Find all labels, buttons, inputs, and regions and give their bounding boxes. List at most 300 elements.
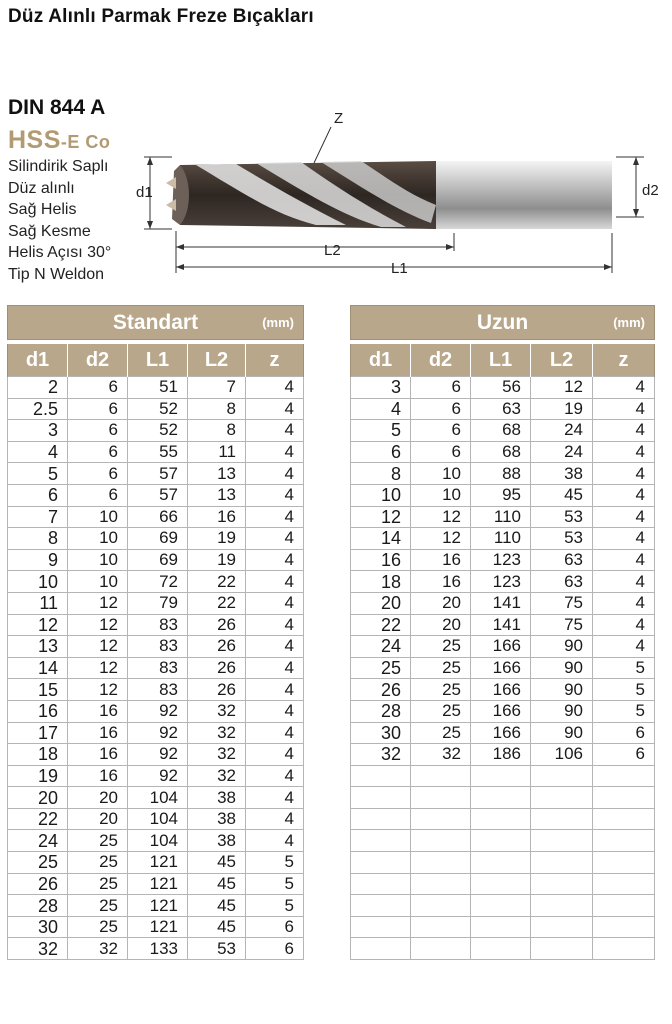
- table-cell: 38: [188, 808, 246, 830]
- table-cell: 10: [411, 463, 471, 485]
- table-cell: 4: [351, 398, 411, 420]
- table-cell: 12: [8, 614, 68, 636]
- standard-table: [7, 305, 304, 960]
- table-cell: 45: [188, 852, 246, 874]
- table-cell: [351, 808, 411, 830]
- table-cell: 69: [128, 549, 188, 571]
- table-cell: 13: [188, 463, 246, 485]
- table-cell: 110: [471, 506, 531, 528]
- table-cell: 4: [246, 787, 304, 809]
- table-row: [8, 441, 304, 463]
- table-cell: 18: [351, 571, 411, 593]
- table-cell: 2.5: [8, 398, 68, 420]
- table-cell: 4: [593, 506, 655, 528]
- table-cell: 6: [68, 377, 128, 399]
- table-row: [351, 700, 655, 722]
- table-cell: 5: [8, 463, 68, 485]
- table-cell: [411, 765, 471, 787]
- table-cell: 32: [68, 938, 128, 960]
- table-cell: 16: [411, 549, 471, 571]
- table-row: [351, 506, 655, 528]
- table-cell: 12: [68, 614, 128, 636]
- table-row: [8, 614, 304, 636]
- table-cell: 4: [246, 636, 304, 658]
- table-row: [8, 571, 304, 593]
- table-cell: 4: [246, 463, 304, 485]
- table-cell: 7: [188, 377, 246, 399]
- table-cell: [351, 895, 411, 917]
- table-cell: 66: [128, 506, 188, 528]
- table-row: [351, 830, 655, 852]
- table-cell: 19: [8, 765, 68, 787]
- table-row: [351, 528, 655, 550]
- table-cell: 4: [246, 484, 304, 506]
- table-cell: 12: [531, 377, 593, 399]
- table-cell: 24: [351, 636, 411, 658]
- long-table-header: [351, 306, 655, 340]
- table-cell: [411, 787, 471, 809]
- table-cell: [471, 765, 531, 787]
- table-cell: 51: [128, 377, 188, 399]
- table-cell: 83: [128, 636, 188, 658]
- table-row: [351, 441, 655, 463]
- table-row: [351, 722, 655, 744]
- table-cell: 92: [128, 744, 188, 766]
- table-cell: 22: [188, 571, 246, 593]
- table-cell: 19: [188, 528, 246, 550]
- page-title: Düz Alınlı Parmak Freze Bıçakları: [8, 6, 314, 27]
- table-cell: 6: [411, 441, 471, 463]
- table-cell: [531, 852, 593, 874]
- table-cell: 6: [246, 938, 304, 960]
- table-cell: 79: [128, 592, 188, 614]
- table-cell: [411, 938, 471, 960]
- table-cell: 26: [188, 679, 246, 701]
- table-cell: 20: [8, 787, 68, 809]
- table-cell: [593, 765, 655, 787]
- table-cell: 32: [411, 744, 471, 766]
- table-cell: 24: [531, 420, 593, 442]
- table-cell: 12: [68, 592, 128, 614]
- table-row: [8, 549, 304, 571]
- table-row: [351, 420, 655, 442]
- table-row: [8, 744, 304, 766]
- column-header-z: z: [246, 344, 304, 377]
- table-cell: 95: [471, 484, 531, 506]
- property-item: Sağ Kesme: [8, 222, 91, 240]
- table-cell: 83: [128, 614, 188, 636]
- table-row: [8, 528, 304, 550]
- table-cell: 4: [593, 463, 655, 485]
- table-row: [8, 830, 304, 852]
- table-cell: 25: [411, 722, 471, 744]
- table-cell: 5: [351, 420, 411, 442]
- table-cell: 38: [188, 830, 246, 852]
- table-row: [351, 938, 655, 960]
- table-cell: 16: [68, 744, 128, 766]
- table-cell: 26: [188, 636, 246, 658]
- table-cell: 10: [351, 484, 411, 506]
- table-cell: [471, 895, 531, 917]
- table-cell: 25: [68, 873, 128, 895]
- long-table: [350, 305, 655, 960]
- table-cell: 8: [188, 420, 246, 442]
- table-cell: 52: [128, 420, 188, 442]
- table-cell: 5: [593, 679, 655, 701]
- table-row: [351, 636, 655, 658]
- table-cell: 123: [471, 549, 531, 571]
- column-header-d2: d2: [411, 344, 471, 377]
- table-cell: 90: [531, 700, 593, 722]
- table-cell: [471, 852, 531, 874]
- table-cell: 12: [411, 528, 471, 550]
- table-cell: 4: [246, 549, 304, 571]
- table-cell: [531, 765, 593, 787]
- table-cell: 6: [68, 420, 128, 442]
- table-cell: 6: [68, 441, 128, 463]
- table-cell: [411, 895, 471, 917]
- table-cell: 14: [8, 657, 68, 679]
- table-row: [8, 420, 304, 442]
- table-row: [8, 852, 304, 874]
- table-row: [8, 484, 304, 506]
- table-cell: 4: [246, 592, 304, 614]
- table-cell: 4: [246, 830, 304, 852]
- table-cell: 4: [246, 398, 304, 420]
- table-cell: 22: [351, 614, 411, 636]
- table-cell: 26: [188, 657, 246, 679]
- table-cell: 26: [8, 873, 68, 895]
- table-cell: 13: [8, 636, 68, 658]
- table-cell: 22: [8, 808, 68, 830]
- table-cell: 75: [531, 592, 593, 614]
- column-header-l2: L2: [531, 344, 593, 377]
- table-row: [351, 679, 655, 701]
- table-cell: 68: [471, 441, 531, 463]
- table-cell: 4: [593, 441, 655, 463]
- table-row: [8, 636, 304, 658]
- label-d2: d2: [642, 182, 659, 199]
- table-cell: [411, 852, 471, 874]
- table-cell: 19: [188, 549, 246, 571]
- table-cell: 9: [8, 549, 68, 571]
- table-cell: 4: [593, 398, 655, 420]
- table-cell: 20: [351, 592, 411, 614]
- table-cell: 16: [351, 549, 411, 571]
- table-row: [8, 592, 304, 614]
- table-cell: [593, 830, 655, 852]
- column-header-d2: d2: [68, 344, 128, 377]
- table-cell: 90: [531, 636, 593, 658]
- column-header-d1: d1: [351, 344, 411, 377]
- table-cell: 57: [128, 484, 188, 506]
- table-cell: 4: [246, 657, 304, 679]
- table-cell: 75: [531, 614, 593, 636]
- table-cell: 4: [593, 420, 655, 442]
- column-header-z: z: [593, 344, 655, 377]
- table-cell: 5: [246, 873, 304, 895]
- label-l1: L1: [391, 260, 408, 277]
- table-cell: 20: [411, 614, 471, 636]
- table-cell: 32: [188, 722, 246, 744]
- table-cell: 19: [531, 398, 593, 420]
- table-row: [8, 722, 304, 744]
- end-mill-body: [166, 161, 612, 229]
- table-row: [351, 765, 655, 787]
- table-cell: 4: [246, 420, 304, 442]
- table-cell: 4: [593, 571, 655, 593]
- table-cell: 104: [128, 808, 188, 830]
- table-cell: 8: [188, 398, 246, 420]
- table-cell: 4: [246, 744, 304, 766]
- table-cell: 26: [351, 679, 411, 701]
- table-cell: [531, 830, 593, 852]
- table-cell: 69: [128, 528, 188, 550]
- table-cell: 56: [471, 377, 531, 399]
- table-row: [8, 506, 304, 528]
- table-cell: 6: [411, 420, 471, 442]
- table-cell: [531, 787, 593, 809]
- table-row: [351, 463, 655, 485]
- table-cell: 10: [8, 571, 68, 593]
- table-cell: [471, 830, 531, 852]
- table-cell: 13: [188, 484, 246, 506]
- table-cell: 15: [8, 679, 68, 701]
- table-cell: 4: [593, 592, 655, 614]
- table-cell: 121: [128, 895, 188, 917]
- table-cell: 10: [68, 506, 128, 528]
- table-cell: 24: [8, 830, 68, 852]
- table-row: [351, 549, 655, 571]
- table-cell: 92: [128, 722, 188, 744]
- table-cell: [593, 852, 655, 874]
- table-cell: 32: [188, 744, 246, 766]
- table-row: [351, 895, 655, 917]
- table-cell: 17: [8, 722, 68, 744]
- table-cell: 25: [351, 657, 411, 679]
- table-cell: [471, 808, 531, 830]
- table-cell: 45: [188, 895, 246, 917]
- table-cell: 30: [351, 722, 411, 744]
- table-cell: 6: [411, 377, 471, 399]
- table-cell: 16: [188, 506, 246, 528]
- table-cell: 10: [68, 549, 128, 571]
- table-row: [351, 592, 655, 614]
- property-item: Sağ Helis: [8, 201, 77, 218]
- label-d1: d1: [136, 184, 153, 201]
- table-cell: [531, 895, 593, 917]
- material-main: HSS: [8, 126, 61, 154]
- property-item: Tip N Weldon: [8, 265, 105, 283]
- table-cell: [593, 787, 655, 809]
- table-cell: 11: [8, 592, 68, 614]
- table-cell: 90: [531, 722, 593, 744]
- table-cell: 16: [8, 700, 68, 722]
- table-cell: 38: [188, 787, 246, 809]
- table-cell: 6: [68, 463, 128, 485]
- table-cell: [351, 830, 411, 852]
- table-cell: [593, 895, 655, 917]
- table-cell: 12: [68, 679, 128, 701]
- table-row: [8, 895, 304, 917]
- table-cell: 6: [411, 398, 471, 420]
- table-cell: 12: [68, 636, 128, 658]
- table-cell: [471, 916, 531, 938]
- table-cell: 104: [128, 830, 188, 852]
- standard-table-body: [8, 377, 304, 960]
- table-row: [351, 571, 655, 593]
- table-cell: 52: [128, 398, 188, 420]
- table-cell: [531, 808, 593, 830]
- table-cell: 5: [246, 895, 304, 917]
- property-item: Helis Açısı 30°: [8, 244, 112, 261]
- table-cell: [593, 808, 655, 830]
- table-cell: 4: [246, 679, 304, 701]
- table-cell: 30: [8, 916, 68, 938]
- property-item: Düz alınlı: [8, 179, 75, 197]
- table-cell: 2: [8, 377, 68, 399]
- table-cell: 141: [471, 592, 531, 614]
- table-cell: 6: [351, 441, 411, 463]
- table-row: [351, 614, 655, 636]
- column-header-d1: d1: [8, 344, 68, 377]
- table-cell: 5: [593, 700, 655, 722]
- table-cell: 3: [351, 377, 411, 399]
- table-cell: 10: [68, 528, 128, 550]
- table-cell: 104: [128, 787, 188, 809]
- material-suffix: -E Co: [60, 132, 111, 152]
- table-row: [351, 916, 655, 938]
- table-cell: 4: [593, 614, 655, 636]
- table-cell: 10: [411, 484, 471, 506]
- property-list: [8, 156, 111, 285]
- table-cell: 22: [188, 592, 246, 614]
- table-cell: 4: [593, 549, 655, 571]
- table-cell: 90: [531, 657, 593, 679]
- table-cell: 16: [68, 765, 128, 787]
- table-cell: [351, 765, 411, 787]
- table-cell: 90: [531, 679, 593, 701]
- table-cell: 25: [68, 852, 128, 874]
- table-cell: 25: [411, 636, 471, 658]
- table-cell: 106: [531, 744, 593, 766]
- table-cell: 92: [128, 700, 188, 722]
- table-cell: 8: [8, 528, 68, 550]
- table-cell: 141: [471, 614, 531, 636]
- table-cell: 12: [411, 506, 471, 528]
- table-cell: 92: [128, 765, 188, 787]
- property-item: Silindirik Saplı: [8, 158, 109, 175]
- table-cell: 25: [411, 700, 471, 722]
- table-cell: 53: [188, 938, 246, 960]
- table-cell: 4: [246, 614, 304, 636]
- table-cell: 110: [471, 528, 531, 550]
- table-cell: 4: [246, 571, 304, 593]
- table-cell: [471, 938, 531, 960]
- label-l2: L2: [324, 242, 341, 259]
- table-cell: 4: [246, 700, 304, 722]
- table-cell: [411, 873, 471, 895]
- long-table-title: Uzun: [476, 310, 529, 334]
- table-row: [351, 484, 655, 506]
- table-row: [8, 787, 304, 809]
- long-table-unit: (mm): [613, 315, 645, 330]
- table-row: [8, 808, 304, 830]
- long-table-body: [351, 377, 655, 960]
- table-cell: 123: [471, 571, 531, 593]
- din-standard: DIN 844 A: [8, 96, 106, 119]
- table-cell: 45: [531, 484, 593, 506]
- table-cell: 63: [531, 549, 593, 571]
- table-cell: 4: [593, 377, 655, 399]
- standard-table-unit: (mm): [262, 315, 294, 330]
- table-cell: 166: [471, 700, 531, 722]
- table-cell: [531, 873, 593, 895]
- table-cell: [351, 938, 411, 960]
- table-cell: 24: [531, 441, 593, 463]
- table-cell: 7: [8, 506, 68, 528]
- table-cell: 57: [128, 463, 188, 485]
- table-cell: [593, 916, 655, 938]
- table-row: [8, 873, 304, 895]
- table-cell: 25: [68, 895, 128, 917]
- table-cell: 186: [471, 744, 531, 766]
- table-cell: 121: [128, 873, 188, 895]
- table-cell: 25: [411, 679, 471, 701]
- table-row: [351, 377, 655, 399]
- table-cell: [593, 938, 655, 960]
- table-row: [351, 657, 655, 679]
- table-cell: 32: [351, 744, 411, 766]
- table-cell: [411, 916, 471, 938]
- table-cell: 8: [351, 463, 411, 485]
- table-cell: [531, 916, 593, 938]
- column-header-l1: L1: [471, 344, 531, 377]
- table-cell: [471, 787, 531, 809]
- table-row: [351, 398, 655, 420]
- table-cell: 26: [188, 614, 246, 636]
- table-cell: 14: [351, 528, 411, 550]
- table-cell: 11: [188, 441, 246, 463]
- column-header-l1: L1: [128, 344, 188, 377]
- table-cell: 166: [471, 722, 531, 744]
- table-cell: 72: [128, 571, 188, 593]
- table-cell: 83: [128, 679, 188, 701]
- table-cell: 55: [128, 441, 188, 463]
- table-cell: [351, 852, 411, 874]
- table-cell: 12: [351, 506, 411, 528]
- table-cell: 4: [593, 484, 655, 506]
- table-cell: [411, 830, 471, 852]
- table-cell: 4: [8, 441, 68, 463]
- table-cell: 53: [531, 506, 593, 528]
- table-cell: 3: [8, 420, 68, 442]
- table-row: [351, 744, 655, 766]
- table-cell: 6: [68, 484, 128, 506]
- table-cell: 25: [8, 852, 68, 874]
- table-cell: 6: [8, 484, 68, 506]
- table-cell: 4: [246, 765, 304, 787]
- table-cell: 6: [246, 916, 304, 938]
- table-cell: 4: [593, 528, 655, 550]
- table-cell: [351, 787, 411, 809]
- table-row: [8, 463, 304, 485]
- table-cell: 63: [531, 571, 593, 593]
- table-cell: 5: [246, 852, 304, 874]
- table-row: [8, 377, 304, 399]
- table-row: [351, 787, 655, 809]
- standard-table-title: Standart: [112, 310, 199, 334]
